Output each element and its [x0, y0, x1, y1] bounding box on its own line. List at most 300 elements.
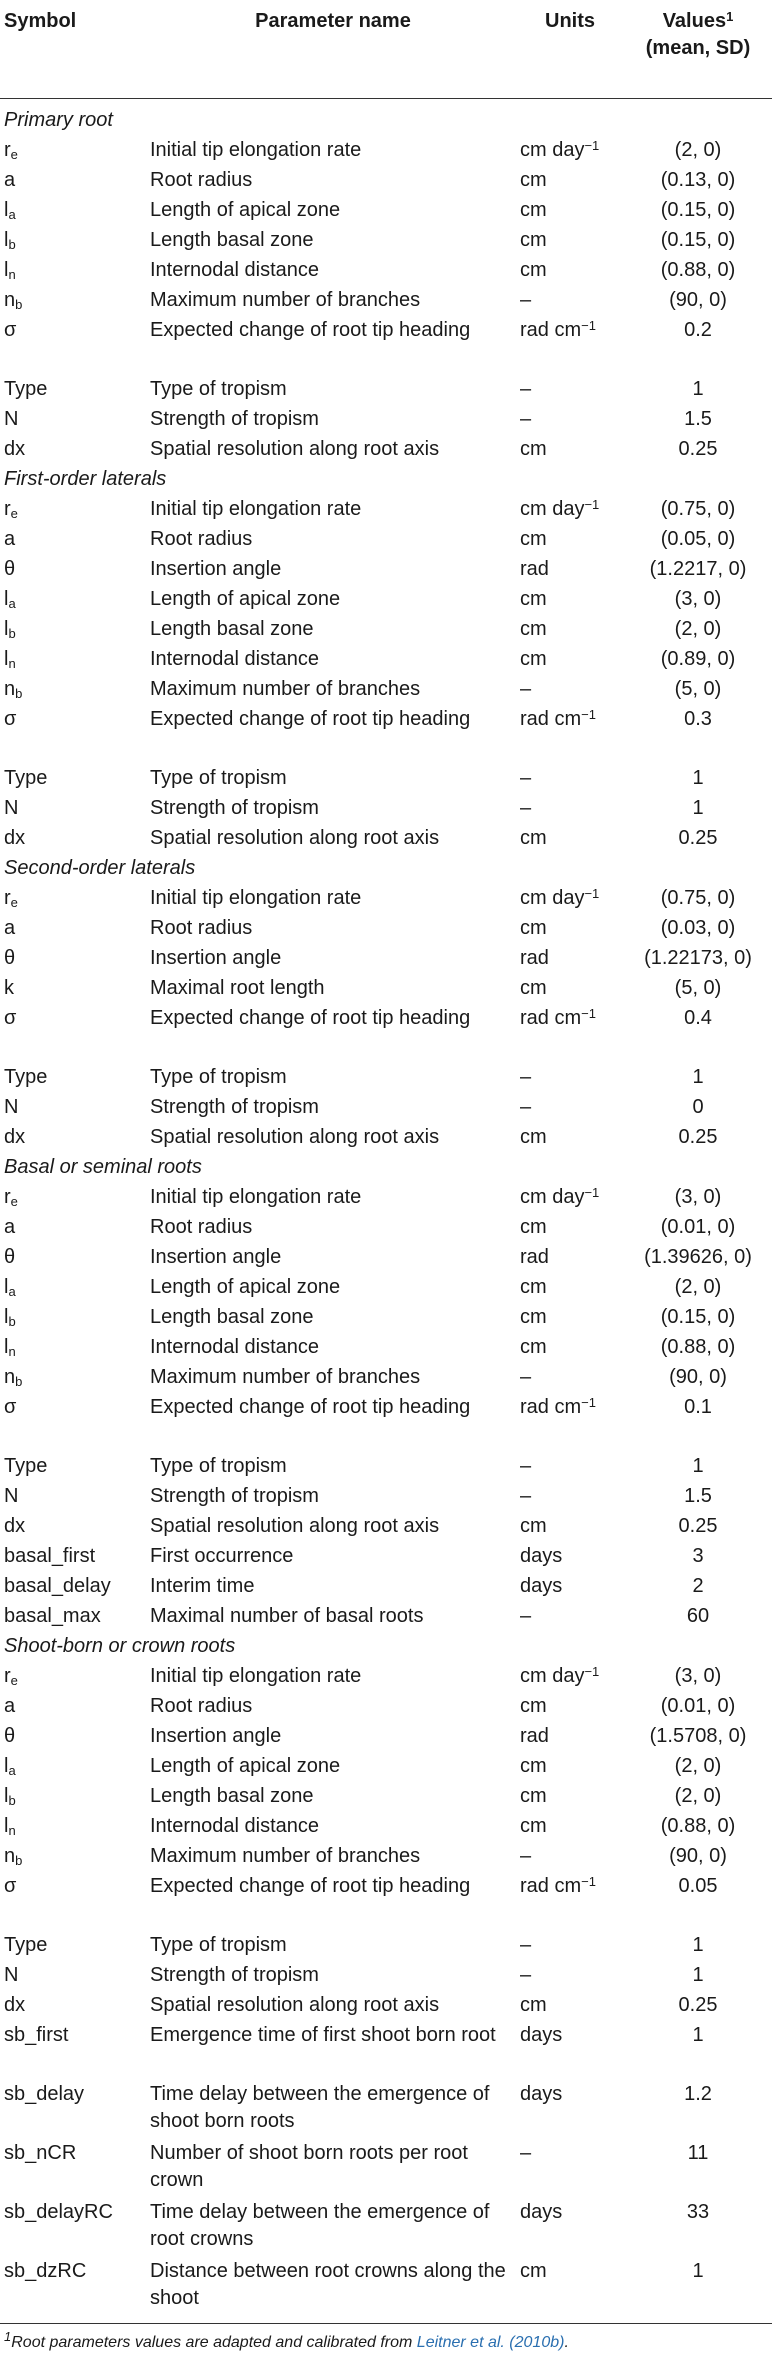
unit-text: –	[520, 677, 532, 700]
unit-text: rad	[520, 946, 549, 969]
unit-text: cm	[520, 228, 547, 251]
footnote-marker: 1	[4, 2328, 12, 2344]
symbol-text: a	[4, 168, 16, 191]
cell-units	[516, 1184, 624, 1214]
cell-value: 0.25	[678, 437, 718, 460]
table-row	[0, 795, 772, 825]
cell-units	[516, 1603, 624, 1633]
cell-value: (0.05, 0)	[660, 527, 736, 550]
section-title: Second-order laterals	[4, 856, 196, 879]
cell-value: (5, 0)	[674, 976, 722, 999]
table-row	[0, 1992, 772, 2022]
symbol-text: θ	[4, 1724, 16, 1747]
section-header-row	[0, 1154, 772, 1184]
cell-symbol	[0, 137, 150, 167]
table-row	[0, 676, 772, 706]
symbol-text: dx	[4, 1125, 26, 1148]
table-row	[0, 1693, 772, 1723]
unit-text: cm	[520, 1784, 547, 1807]
table-row	[0, 167, 772, 197]
cell-symbol	[0, 1274, 150, 1304]
cell-parameter-name: Maximal root length	[150, 976, 325, 999]
cell-parameter-name: Initial tip elongation rate	[150, 886, 362, 909]
unit-text: –	[520, 377, 532, 400]
cell-symbol	[0, 1932, 150, 1962]
cell-value: (0.01, 0)	[660, 1215, 736, 1238]
cell-value: 0.4	[684, 1006, 712, 1029]
cell-parameter-name: First occurrence	[150, 1544, 294, 1567]
cell-units	[516, 1813, 624, 1843]
cell-parameter-name: Root radius	[150, 168, 253, 191]
cell-units	[516, 1483, 624, 1513]
unit-text: –	[520, 1454, 532, 1477]
symbol-text: N	[4, 407, 19, 430]
unit-text: rad	[520, 1724, 549, 1747]
symbol-text: sb_delay	[4, 2082, 85, 2105]
table-row	[0, 1064, 772, 1094]
unit-text: rad cm	[520, 318, 582, 341]
cell-symbol	[0, 1005, 150, 1064]
cell-parameter-name: Time delay between the emergence of shoot born roots	[150, 2082, 490, 2132]
unit-text: –	[520, 1484, 532, 1507]
cell-parameter-name: Insertion angle	[150, 557, 282, 580]
cell-parameter-name: Internodal distance	[150, 258, 320, 281]
symbol-text: sb_dzRC	[4, 2259, 87, 2282]
cell-parameter-name: Type of tropism	[150, 377, 287, 400]
cell-value: 1.5	[684, 407, 712, 430]
cell-units	[516, 945, 624, 975]
cell-parameter-name: Distance between root crowns along the shoot	[150, 2259, 506, 2309]
table-row	[0, 406, 772, 436]
cell-symbol	[0, 436, 150, 466]
table-row	[0, 1543, 772, 1573]
cell-value: (1.5708, 0)	[649, 1724, 747, 1747]
symbol-text: basal_max	[4, 1604, 101, 1627]
header-values-subtitle: (mean, SD)	[645, 37, 751, 59]
table-row	[0, 317, 772, 376]
cell-value: (2, 0)	[674, 617, 722, 640]
unit-exponent: −1	[581, 706, 596, 722]
cell-symbol	[0, 1962, 150, 1992]
unit-exponent: −1	[584, 885, 600, 901]
unit-exponent: −1	[584, 496, 600, 512]
cell-value: (0.89, 0)	[660, 647, 736, 670]
cell-units	[516, 1064, 624, 1094]
cell-units	[516, 1214, 624, 1244]
unit-text: rad cm	[520, 1874, 582, 1897]
cell-symbol	[0, 1573, 150, 1603]
table-row	[0, 1753, 772, 1783]
unit-text: cm	[520, 527, 547, 550]
symbol-text: l	[4, 617, 9, 640]
symbol-text: basal_delay	[4, 1574, 111, 1597]
unit-text: cm day	[520, 1664, 585, 1687]
symbol-text: dx	[4, 826, 26, 849]
cell-symbol	[0, 2258, 150, 2317]
symbol-text: θ	[4, 1245, 16, 1268]
symbol-text: n	[4, 1844, 16, 1867]
symbol-text: σ	[4, 1395, 17, 1418]
cell-symbol	[0, 1453, 150, 1483]
unit-text: –	[520, 1065, 532, 1088]
symbol-subscript: n	[8, 266, 16, 282]
symbol-text: l	[4, 258, 9, 281]
cell-value: (2, 0)	[674, 138, 722, 161]
cell-symbol	[0, 1394, 150, 1453]
cell-symbol	[0, 317, 150, 376]
cell-symbol	[0, 1603, 150, 1633]
cell-parameter-name: Maximum number of branches	[150, 677, 421, 700]
cell-parameter-name: Strength of tropism	[150, 796, 319, 819]
symbol-subscript: b	[8, 1313, 16, 1329]
table-row	[0, 1723, 772, 1753]
cell-symbol	[0, 496, 150, 526]
cell-symbol	[0, 526, 150, 556]
cell-symbol	[0, 257, 150, 287]
cell-value: 0.25	[678, 1125, 718, 1148]
cell-units	[516, 1005, 624, 1064]
cell-parameter-name: Strength of tropism	[150, 1095, 319, 1118]
symbol-text: Type	[4, 377, 48, 400]
unit-exponent: −1	[584, 1663, 600, 1679]
symbol-subscript: e	[10, 505, 18, 521]
table-row	[0, 1334, 772, 1364]
table-body	[0, 98, 772, 2317]
cell-parameter-name: Length of apical zone	[150, 587, 341, 610]
symbol-text: dx	[4, 1993, 26, 2016]
table-row	[0, 1663, 772, 1693]
cell-parameter-name: Internodal distance	[150, 1335, 320, 1358]
cell-parameter-name: Interim time	[150, 1574, 255, 1597]
table-row	[0, 1873, 772, 1932]
cell-parameter-name: Root radius	[150, 1694, 253, 1717]
unit-exponent: −1	[581, 317, 596, 333]
table-row	[0, 1394, 772, 1453]
unit-text: cm	[520, 617, 547, 640]
symbol-text: N	[4, 1963, 19, 1986]
table-row	[0, 1184, 772, 1214]
unit-exponent: −1	[581, 1394, 596, 1410]
symbol-text: n	[4, 677, 16, 700]
symbol-text: σ	[4, 1006, 17, 1029]
cell-symbol	[0, 1244, 150, 1274]
header-symbol: Symbol	[0, 0, 150, 98]
cell-parameter-name: Expected change of root tip heading	[150, 318, 471, 341]
cell-parameter-name: Strength of tropism	[150, 1963, 319, 1986]
cell-units	[516, 317, 624, 376]
cell-parameter-name: Length basal zone	[150, 1305, 314, 1328]
cell-units	[516, 436, 624, 466]
unit-text: cm	[520, 1993, 547, 2016]
cell-value: 1.2	[684, 2082, 712, 2105]
table-row	[0, 2081, 772, 2140]
cell-units	[516, 556, 624, 586]
unit-text: cm	[520, 826, 547, 849]
symbol-text: l	[4, 1754, 9, 1777]
unit-text: cm	[520, 647, 547, 670]
table-row	[0, 1453, 772, 1483]
symbol-subscript: e	[10, 1193, 18, 1209]
cell-units	[516, 1453, 624, 1483]
unit-text: days	[520, 1544, 563, 1567]
table-row	[0, 1124, 772, 1154]
header-values	[624, 0, 772, 98]
cell-parameter-name: Length of apical zone	[150, 1754, 341, 1777]
cell-units	[516, 1094, 624, 1124]
cell-symbol	[0, 885, 150, 915]
cell-parameter-name: Spatial resolution along root axis	[150, 826, 440, 849]
cell-units	[516, 496, 624, 526]
citation-link[interactable]: Leitner et al. (2010b)	[416, 2333, 565, 2351]
cell-value: (5, 0)	[674, 677, 722, 700]
table-row	[0, 765, 772, 795]
cell-units	[516, 1753, 624, 1783]
cell-value: 1	[692, 1454, 704, 1477]
cell-parameter-name: Spatial resolution along root axis	[150, 1514, 440, 1537]
cell-units	[516, 1932, 624, 1962]
cell-units	[516, 2022, 624, 2081]
symbol-subscript: b	[15, 1852, 23, 1868]
cell-units	[516, 526, 624, 556]
section-title: Shoot-born or crown roots	[4, 1634, 236, 1657]
cell-units	[516, 1573, 624, 1603]
cell-symbol	[0, 1513, 150, 1543]
cell-symbol	[0, 1663, 150, 1693]
section-header-row	[0, 98, 772, 137]
cell-symbol	[0, 1543, 150, 1573]
cell-units	[516, 257, 624, 287]
cell-value: (0.03, 0)	[660, 916, 736, 939]
cell-symbol	[0, 1813, 150, 1843]
cell-symbol	[0, 1783, 150, 1813]
cell-symbol	[0, 376, 150, 406]
cell-value: (3, 0)	[674, 587, 722, 610]
symbol-text: N	[4, 1095, 19, 1118]
symbol-text: l	[4, 1335, 9, 1358]
cell-value: 1	[692, 2023, 704, 2046]
unit-text: cm day	[520, 138, 585, 161]
cell-value: 0.25	[678, 826, 718, 849]
unit-text: –	[520, 2141, 532, 2164]
cell-value: (0.15, 0)	[660, 198, 736, 221]
cell-parameter-name: Initial tip elongation rate	[150, 1664, 362, 1687]
unit-text: –	[520, 1604, 532, 1627]
cell-units	[516, 915, 624, 945]
unit-text: cm	[520, 1514, 547, 1537]
table-row	[0, 1843, 772, 1873]
table-row	[0, 646, 772, 676]
unit-text: cm	[520, 1305, 547, 1328]
cell-units	[516, 1124, 624, 1154]
unit-text: cm	[520, 2259, 547, 2282]
cell-parameter-name: Root radius	[150, 527, 253, 550]
cell-parameter-name: Spatial resolution along root axis	[150, 1125, 440, 1148]
cell-parameter-name: Spatial resolution along root axis	[150, 437, 440, 460]
cell-units	[516, 2199, 624, 2258]
cell-value: 0.25	[678, 1514, 718, 1537]
table-row	[0, 1005, 772, 1064]
table-row	[0, 1094, 772, 1124]
cell-parameter-name: Expected change of root tip heading	[150, 1874, 471, 1897]
cell-value: (0.75, 0)	[660, 886, 736, 909]
cell-symbol	[0, 2199, 150, 2258]
unit-text: –	[520, 1844, 532, 1867]
table-row	[0, 1214, 772, 1244]
section-header-row	[0, 1633, 772, 1663]
symbol-subscript: n	[8, 1822, 16, 1838]
cell-value: (0.15, 0)	[660, 1305, 736, 1328]
unit-text: rad cm	[520, 1006, 582, 1029]
unit-text: cm	[520, 1335, 547, 1358]
table-row	[0, 825, 772, 855]
footnote-text: Root parameters values are adapted and calibrated from	[11, 2333, 417, 2351]
cell-value: 1	[692, 377, 704, 400]
table-row	[0, 616, 772, 646]
section-title: First-order laterals	[4, 467, 167, 490]
cell-parameter-name: Maximum number of branches	[150, 1365, 421, 1388]
symbol-text: σ	[4, 318, 17, 341]
cell-units	[516, 586, 624, 616]
cell-units	[516, 1364, 624, 1394]
symbol-subscript: n	[8, 1343, 16, 1359]
cell-symbol	[0, 406, 150, 436]
symbol-text: k	[4, 976, 14, 999]
cell-parameter-name: Strength of tropism	[150, 407, 319, 430]
cell-parameter-name: Length of apical zone	[150, 1275, 341, 1298]
cell-parameter-name: Length basal zone	[150, 617, 314, 640]
cell-symbol	[0, 287, 150, 317]
cell-value: (90, 0)	[669, 288, 727, 311]
unit-exponent: −1	[584, 137, 600, 153]
unit-text: rad cm	[520, 707, 582, 730]
table-row	[0, 556, 772, 586]
unit-text: rad	[520, 1245, 549, 1268]
cell-units	[516, 1543, 624, 1573]
cell-symbol	[0, 1064, 150, 1094]
table-row	[0, 1813, 772, 1843]
cell-symbol	[0, 676, 150, 706]
table-row	[0, 526, 772, 556]
table-row	[0, 436, 772, 466]
cell-value: 2	[692, 1574, 704, 1597]
table-row	[0, 1274, 772, 1304]
table-row	[0, 975, 772, 1005]
cell-parameter-name: Initial tip elongation rate	[150, 138, 362, 161]
table-row	[0, 257, 772, 287]
cell-value: (0.15, 0)	[660, 228, 736, 251]
symbol-text: σ	[4, 1874, 17, 1897]
symbol-subscript: e	[10, 894, 18, 910]
table-row	[0, 2258, 772, 2317]
symbol-subscript: a	[8, 1283, 16, 1299]
cell-units	[516, 287, 624, 317]
symbol-subscript: e	[10, 1672, 18, 1688]
unit-text: cm day	[520, 497, 585, 520]
cell-value: 1.5	[684, 1484, 712, 1507]
table-row	[0, 2140, 772, 2199]
table-row	[0, 1603, 772, 1633]
cell-value: 0.05	[678, 1874, 718, 1897]
unit-exponent: −1	[581, 1005, 596, 1021]
table-row	[0, 1932, 772, 1962]
cell-value: 1	[692, 1065, 704, 1088]
unit-text: –	[520, 407, 532, 430]
section-header-row	[0, 466, 772, 496]
cell-units	[516, 676, 624, 706]
symbol-text: a	[4, 1215, 16, 1238]
symbol-text: a	[4, 1694, 16, 1717]
cell-value: (90, 0)	[669, 1365, 727, 1388]
symbol-subscript: b	[8, 1792, 16, 1808]
cell-symbol	[0, 227, 150, 257]
cell-parameter-name: Maximal number of basal roots	[150, 1604, 424, 1627]
cell-symbol	[0, 556, 150, 586]
symbol-text: N	[4, 1484, 19, 1507]
cell-value: (3, 0)	[674, 1185, 722, 1208]
cell-units	[516, 1244, 624, 1274]
table-row	[0, 2199, 772, 2258]
header-units: Units	[516, 0, 624, 98]
cell-units	[516, 1304, 624, 1334]
cell-value: (90, 0)	[669, 1844, 727, 1867]
unit-text: cm	[520, 1275, 547, 1298]
cell-units	[516, 167, 624, 197]
cell-units	[516, 1693, 624, 1723]
cell-value: (1.22173, 0)	[644, 946, 752, 969]
unit-text: cm	[520, 258, 547, 281]
symbol-text: sb_delayRC	[4, 2200, 113, 2223]
section-title: Basal or seminal roots	[4, 1155, 202, 1178]
unit-text: cm	[520, 198, 547, 221]
symbol-text: l	[4, 1784, 9, 1807]
cell-parameter-name: Initial tip elongation rate	[150, 1185, 362, 1208]
cell-value: (0.88, 0)	[660, 258, 736, 281]
symbol-text: Type	[4, 1454, 48, 1477]
cell-parameter-name: Internodal distance	[150, 1814, 320, 1837]
cell-value: 1	[692, 1963, 704, 1986]
symbol-text: a	[4, 916, 16, 939]
cell-parameter-name: Type of tropism	[150, 1065, 287, 1088]
cell-symbol	[0, 1843, 150, 1873]
table-row	[0, 885, 772, 915]
cell-units	[516, 616, 624, 646]
header-values-footnote-marker: 1	[726, 9, 734, 24]
cell-units	[516, 1783, 624, 1813]
cell-value: (0.88, 0)	[660, 1335, 736, 1358]
cell-units	[516, 975, 624, 1005]
cell-symbol	[0, 1124, 150, 1154]
cell-units	[516, 885, 624, 915]
cell-parameter-name: Length basal zone	[150, 1784, 314, 1807]
cell-units	[516, 1394, 624, 1453]
cell-parameter-name: Expected change of root tip heading	[150, 1006, 471, 1029]
cell-units	[516, 406, 624, 436]
cell-parameter-name: Initial tip elongation rate	[150, 497, 362, 520]
unit-text: days	[520, 2023, 563, 2046]
table-row	[0, 496, 772, 526]
cell-symbol	[0, 1364, 150, 1394]
table-row	[0, 376, 772, 406]
cell-value: 11	[687, 2141, 709, 2164]
symbol-text: l	[4, 228, 9, 251]
cell-symbol	[0, 1992, 150, 2022]
cell-parameter-name: Root radius	[150, 916, 253, 939]
cell-units	[516, 227, 624, 257]
symbol-subscript: a	[8, 206, 16, 222]
cell-value: 0	[692, 1095, 704, 1118]
symbol-subscript: a	[8, 595, 16, 611]
cell-units	[516, 2140, 624, 2199]
